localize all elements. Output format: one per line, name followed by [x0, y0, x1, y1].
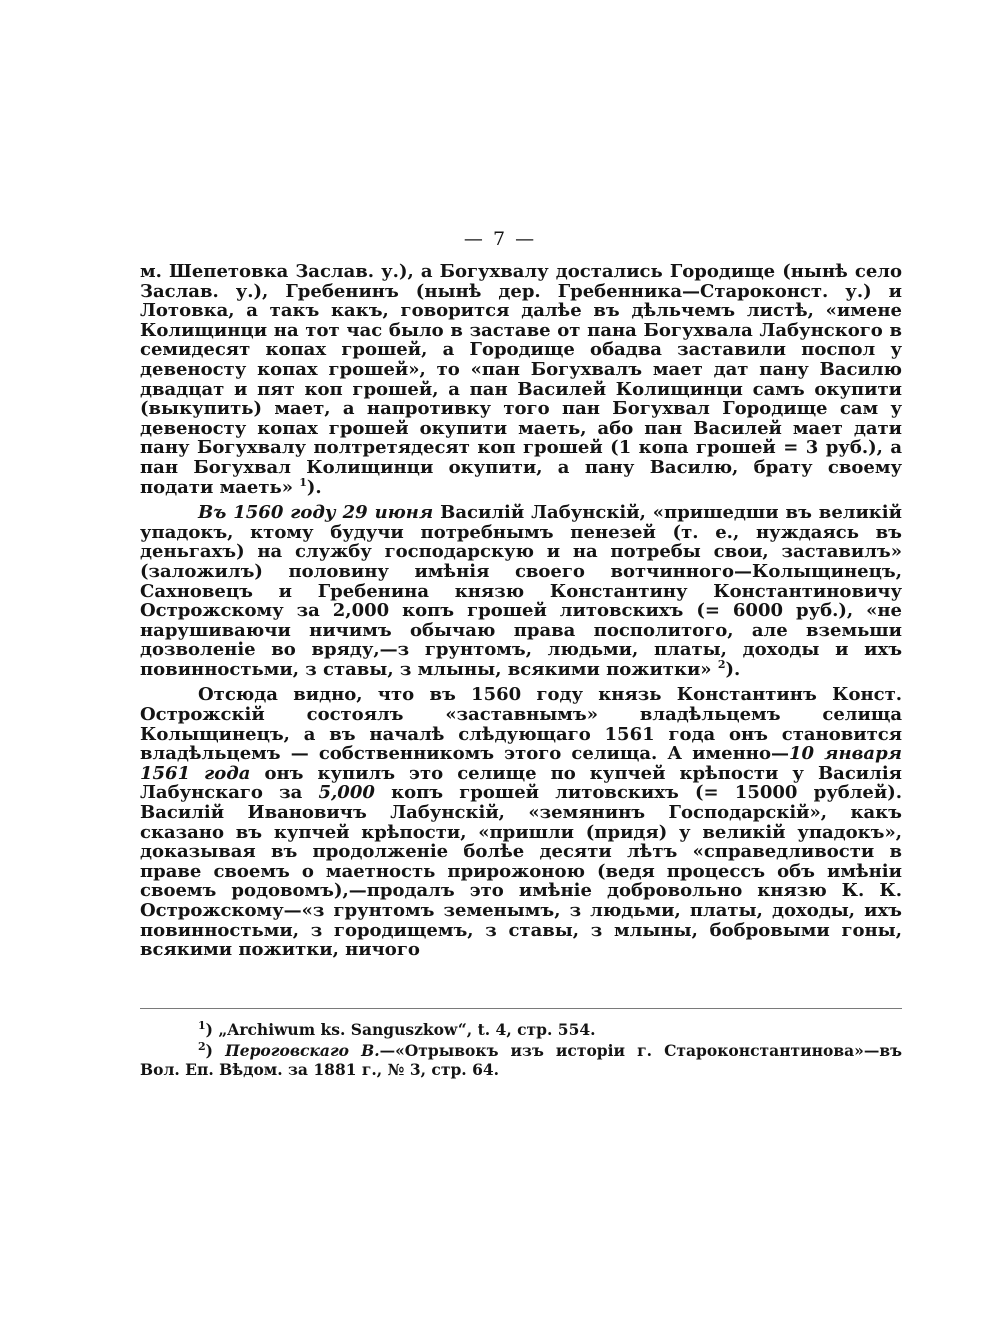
page-number: — 7 — — [463, 228, 537, 250]
footnote-2 — [140, 1041, 902, 1079]
footnote-2-text-a: ) — [205, 1041, 226, 1060]
paragraph-1-text: м. Шепетовка Заслав. у.), а Богухвалу достались Городище (нынѣ село Заслав. у.), Гребенинъ (нынѣ дер. Гребенника—Староконст. у.) и Лотовка, а такъ какъ, говорится далѣе въ дѣльчемъ листѣ, «имене Колищинци на тот час было в заставе от пана Богухвала Лабунского в семидесят копах грошей, а Городище обадва заставили поспол у девеносту копах грошей», то «пан Богухвалъ мает дат пану Василю двадцат и пят коп грошей, а пан Василей Колищинци самъ окупити (выкупить) мает, а напротивку того пан Богухвал Городище сам у девеносту копах грошей окупити маеть, або пан Василей мает дати пану Богухвалу полтретядесят коп грошей (1 копа грошей = 3 руб.), а пан Богухвал Колищинци окупити, а пану Василю, брату своему подати маеть» — [140, 261, 902, 498]
paragraph-1-end: ). — [306, 476, 322, 498]
paragraph-2-date: Въ 1560 году 29 июня — [198, 502, 434, 524]
paragraph-3-text-c: копъ грошей литовскихъ (= 15000 рублей). Василій Ивановичъ Лабунскій, «земянинъ Господарскій», какъ сказано въ купчей крѣпости, «пришли (придя) у великій упадокъ», доказывая въ продолженіе болѣе десяти лѣтъ «справедливости в праве своемъ о маетность прирожоною (ведя процессъ объ имѣніи своемъ родовомъ),—продалъ это имѣніе добровольно князю К. К. Острожскому—«з грунтомъ земенымъ, з людьми, платы, доходы, ихъ повинностьми, з городищемъ, з ставы, з млыны, бобровыми гоны, всякими пожитки, ничого — [140, 782, 903, 961]
paragraph-3-amount: 5,000 — [318, 782, 375, 804]
footnote-2-author: Пероговскаго В. — [225, 1041, 380, 1060]
footnote-ref-1: 1 — [299, 475, 307, 489]
paragraph-3-text-b: онъ купилъ это селище по купчей крѣпости у Василія Лабунскаго за — [140, 762, 902, 804]
footnote-1 — [140, 1020, 902, 1039]
footnote-1-mark: 1 — [198, 1018, 206, 1032]
footnote-divider — [140, 1008, 902, 1009]
paragraph-3 — [140, 685, 902, 959]
paragraph-3-date: 10 января 1561 года — [140, 743, 902, 784]
paragraph-2-end: ). — [725, 658, 741, 680]
paragraph-2 — [140, 503, 902, 679]
paragraph-1 — [140, 262, 902, 497]
paragraph-2-text: Василій Лабунскій, «пришедши въ великій упадокъ, ктому будучи потребнымъ пенезей (т. е., нуждаясь въ деньгахъ) на службу господарскую и на потребы свои, заставилъ» (заложилъ) половину имѣнія своего вотчинного—Колыщинецъ, Сахновецъ и Гребенина князю Константину Константиновичу Острожскому за 2,000 копъ грошей литовскихъ (= 6000 руб.), «не нарушиваючи ничимъ обычаю права посполитого, але вземьши дозволеніе во вряду,—з грунтомъ, людьми, платы, доходы и ихъ повинностьми, з ставы, з млыны, всякими пожитки» — [140, 502, 902, 680]
footnote-1-text: ) „Archiwum ks. Sanguszkow“, t. 4, стр. 554. — [205, 1020, 596, 1039]
footnote-2-mark: 2 — [198, 1039, 206, 1053]
main-text — [140, 262, 902, 966]
footnote-2-text-b: —«Отрывокъ изъ исторіи г. Староконстантинова»—въ Вол. Еп. Вѣдом. за 1881 г., № 3, стр. 64. — [140, 1041, 902, 1079]
paragraph-3-text-a: Отсюда видно, что въ 1560 году князь Константинъ Конст. Острожскій состоялъ «заставнымъ» владѣльцемъ селища Колыщинецъ, а въ началѣ слѣдующаго 1561 года онъ становится владѣльцемъ — собственникомъ этого селища. А именно— — [140, 684, 902, 765]
footnote-ref-2: 2 — [717, 657, 726, 671]
footnotes — [140, 1020, 902, 1081]
